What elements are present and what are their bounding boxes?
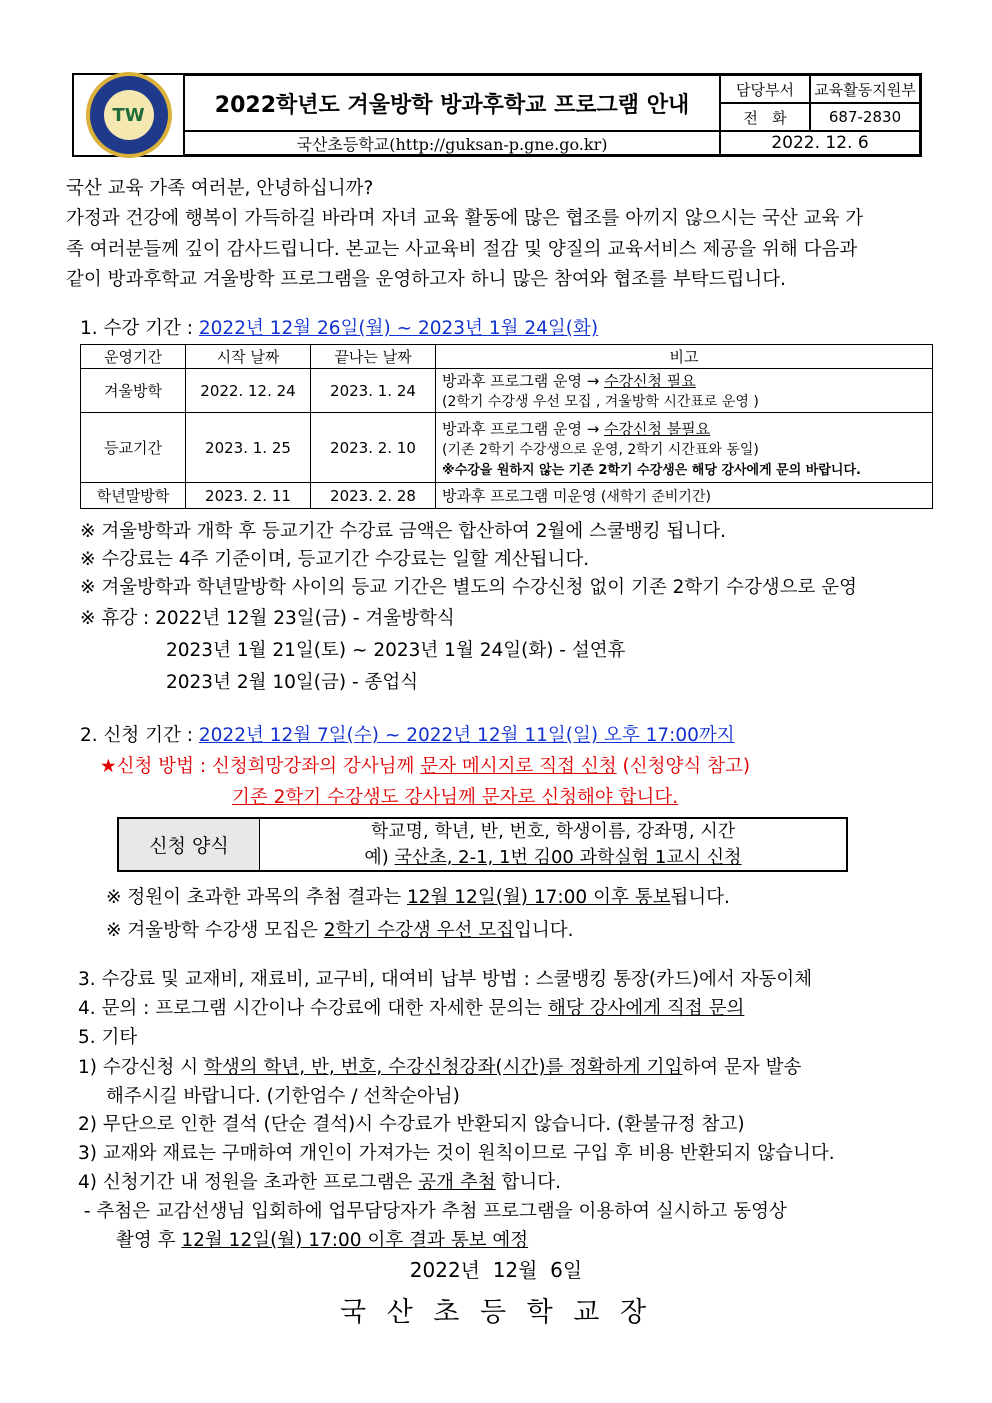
- end-date: 2023. 2. 10: [311, 413, 436, 483]
- etc-item: 2) 무단으로 인한 결석 (단순 결석)시 수강료가 반환되지 않습니다. (환불규정 참고): [78, 1114, 745, 1135]
- etc-item: [78, 1053, 801, 1079]
- etc-emphasis: 학생의 학년, 반, 번호, 수강신청강좌(시간)를 정확하게 기입: [204, 1057, 683, 1078]
- table-row: [81, 483, 933, 509]
- note-text: 됩니다.: [670, 887, 730, 908]
- period-name: 등교기간: [81, 413, 186, 483]
- note-line: [106, 916, 574, 942]
- note-line: ※ 수강료는 4주 기준이며, 등교기간 수강료는 일할 계산됩니다.: [80, 549, 590, 570]
- etc-item: 해주시길 바랍니다. (기한엄수 / 선착순아님): [106, 1086, 460, 1107]
- apply-method: [100, 752, 750, 778]
- remarks: [436, 413, 933, 483]
- remark-emphasis: 수강신청 불필요: [604, 419, 711, 438]
- note-line: [106, 883, 730, 909]
- header-table: [72, 73, 922, 157]
- school-url: 국산초등학교(http://guksan-p.gne.go.kr): [184, 131, 720, 155]
- table-row: [81, 413, 933, 483]
- section-label: 1. 수강 기간 :: [80, 318, 199, 339]
- section-5: 5. 기타: [78, 1027, 138, 1048]
- etc-item: [116, 1226, 528, 1252]
- form-format: [260, 819, 846, 870]
- note-text: ※ 정원이 초과한 과목의 추첨 결과는: [106, 887, 407, 908]
- section-4: [78, 994, 744, 1020]
- remark-text: 방과후 프로그램 운영 →: [442, 372, 605, 390]
- dept-label: 담당부서: [720, 75, 810, 103]
- application-form-box: [117, 817, 848, 872]
- phone-label: 전 화: [720, 103, 810, 131]
- section-1: [80, 314, 598, 340]
- remark-text: 방과후 프로그램 미운영: [442, 487, 597, 505]
- period-name: 학년말방학: [81, 483, 186, 509]
- apply-period: 2022년 12월 7일(수) ~ 2022년 12월 11일(일) 오후 17:00까지: [198, 725, 735, 746]
- footer-date: 2022년 12월 6일: [409, 1258, 583, 1282]
- note-text: 입니다.: [514, 920, 574, 941]
- etc-item: - 추첨은 교감선생님 입회하에 업무담당자가 추첨 프로그램을 이용하여 실시하고 동영상: [78, 1201, 787, 1222]
- col-header: 비고: [436, 345, 933, 369]
- start-date: 2023. 2. 11: [186, 483, 311, 509]
- principal-signature: 국 산 초 등 학 교 장: [339, 1297, 653, 1328]
- col-header: 운영기간: [81, 345, 186, 369]
- method-text: ★신청 방법 : 신청희망강좌의 강사님께: [100, 756, 421, 777]
- remark-detail: (2학기 수강생 우선 모집 , 겨울방학 시간표로 운영 ): [442, 394, 759, 410]
- start-date: 2023. 1. 25: [186, 413, 311, 483]
- col-header: 끝나는 날짜: [311, 345, 436, 369]
- section-emphasis: 해당 강사에게 직접 문의: [547, 998, 745, 1019]
- method-emphasis: 문자 메시지로 직접 신청: [420, 756, 617, 777]
- school-logo: TW: [86, 72, 172, 158]
- etc-text: 1) 수강신청 시: [78, 1057, 204, 1078]
- section-text: 4. 문의 : 프로그램 시간이나 수강료에 대한 자세한 문의는: [78, 998, 548, 1019]
- note-text: ※ 겨울방학 수강생 모집은: [106, 920, 324, 941]
- dept-value: 교육활동지원부: [810, 75, 920, 103]
- period-name: 겨울방학: [81, 369, 186, 413]
- doc-date: 2022. 12. 6: [720, 131, 920, 155]
- greeting-line: 가정과 건강에 행복이 가득하길 바라며 자녀 교육 활동에 많은 협조를 아끼지 않으시는 국산 교육 가: [66, 208, 864, 229]
- greeting-line: 족 여러분들께 깊이 감사드립니다. 본교는 사교육비 절감 및 양질의 교육서비스 제공을 위해 다음과: [66, 239, 858, 260]
- schedule-table: [80, 344, 933, 509]
- remark-detail: (새학기 준비기간): [596, 489, 711, 505]
- remarks: [436, 483, 933, 509]
- doc-title: 2022학년도 겨울방학 방과후학교 프로그램 안내: [184, 75, 720, 131]
- etc-emphasis: 12월 12일(월) 17:00 이후 결과 통보 예정: [181, 1230, 529, 1251]
- end-date: 2023. 1. 24: [311, 369, 436, 413]
- form-fields: 학교명, 학년, 반, 번호, 학생이름, 강좌명, 시간: [370, 820, 736, 842]
- etc-text: 촬영 후: [116, 1230, 182, 1251]
- holiday-line: 2023년 2월 10일(금) - 종업식: [166, 672, 419, 693]
- note-line: ※ 겨울방학과 학년말방학 사이의 등교 기간은 별도의 수강신청 없이 기존 2학기 수강생으로 운영: [80, 577, 857, 598]
- note-emphasis: 2학기 수강생 우선 모집: [323, 920, 514, 941]
- end-date: 2023. 2. 28: [311, 483, 436, 509]
- remarks: [436, 369, 933, 413]
- table-row: [81, 369, 933, 413]
- etc-item: 3) 교재와 재료는 구매하여 개인이 가져가는 것이 원칙이므로 구입 후 비용 반환되지 않습니다.: [78, 1143, 835, 1164]
- holiday-line: ※ 휴강 : 2022년 12월 23일(금) - 겨울방학식: [80, 608, 455, 629]
- form-example: 국산초, 2-1, 1번 김00 과학실험 1교시 신청: [394, 846, 742, 868]
- holiday-line: 2023년 1월 21일(토) ~ 2023년 1월 24일(화) - 설연휴: [166, 640, 626, 661]
- logo-cell: [74, 75, 184, 155]
- etc-text: 4) 신청기간 내 정원을 초과한 프로그램은: [78, 1172, 419, 1193]
- remark-emphasis: 수강신청 필요: [604, 372, 696, 390]
- phone-value: 687-2830: [810, 103, 920, 131]
- existing-students-note: 기존 2학기 수강생도 강사님께 문자로 신청해야 합니다.: [232, 787, 679, 808]
- section-2: [80, 721, 735, 747]
- start-date: 2022. 12. 24: [186, 369, 311, 413]
- method-text: (신청양식 참고): [616, 756, 751, 777]
- course-period: 2022년 12월 26일(월) ~ 2023년 1월 24일(화): [198, 318, 599, 339]
- note-line: ※ 겨울방학과 개학 후 등교기간 수강료 금액은 합산하여 2월에 스쿨뱅킹 됩니다.: [80, 521, 726, 542]
- remark-detail: (기존 2학기 수강생으로 운영, 2학기 시간표와 동일): [442, 441, 759, 458]
- etc-text: 합니다.: [495, 1172, 561, 1193]
- note-emphasis: 12월 12일(월) 17:00 이후 통보: [406, 887, 671, 908]
- etc-item: [78, 1168, 561, 1194]
- example-prefix: 예): [364, 846, 395, 868]
- form-label: 신청 양식: [119, 819, 260, 870]
- greeting-line: 같이 방과후학교 겨울방학 프로그램을 운영하고자 하니 많은 참여와 협조를 부탁드립니다.: [66, 269, 787, 290]
- etc-text: 하여 문자 발송: [682, 1057, 802, 1078]
- section-label: 2. 신청 기간 :: [80, 725, 199, 746]
- greeting-line: 국산 교육 가족 여러분, 안녕하십니까?: [66, 178, 374, 199]
- section-3: 3. 수강료 및 교재비, 재료비, 교구비, 대여비 납부 방법 : 스쿨뱅킹 통장(카드)에서 자동이체: [78, 969, 813, 990]
- col-header: 시작 날짜: [186, 345, 311, 369]
- etc-emphasis: 공개 추첨: [418, 1172, 496, 1193]
- remark-note: ※수강을 원하지 않는 기존 2학기 수강생은 해당 강사에게 문의 바랍니다.: [442, 462, 861, 478]
- remark-text: 방과후 프로그램 운영 →: [442, 419, 605, 438]
